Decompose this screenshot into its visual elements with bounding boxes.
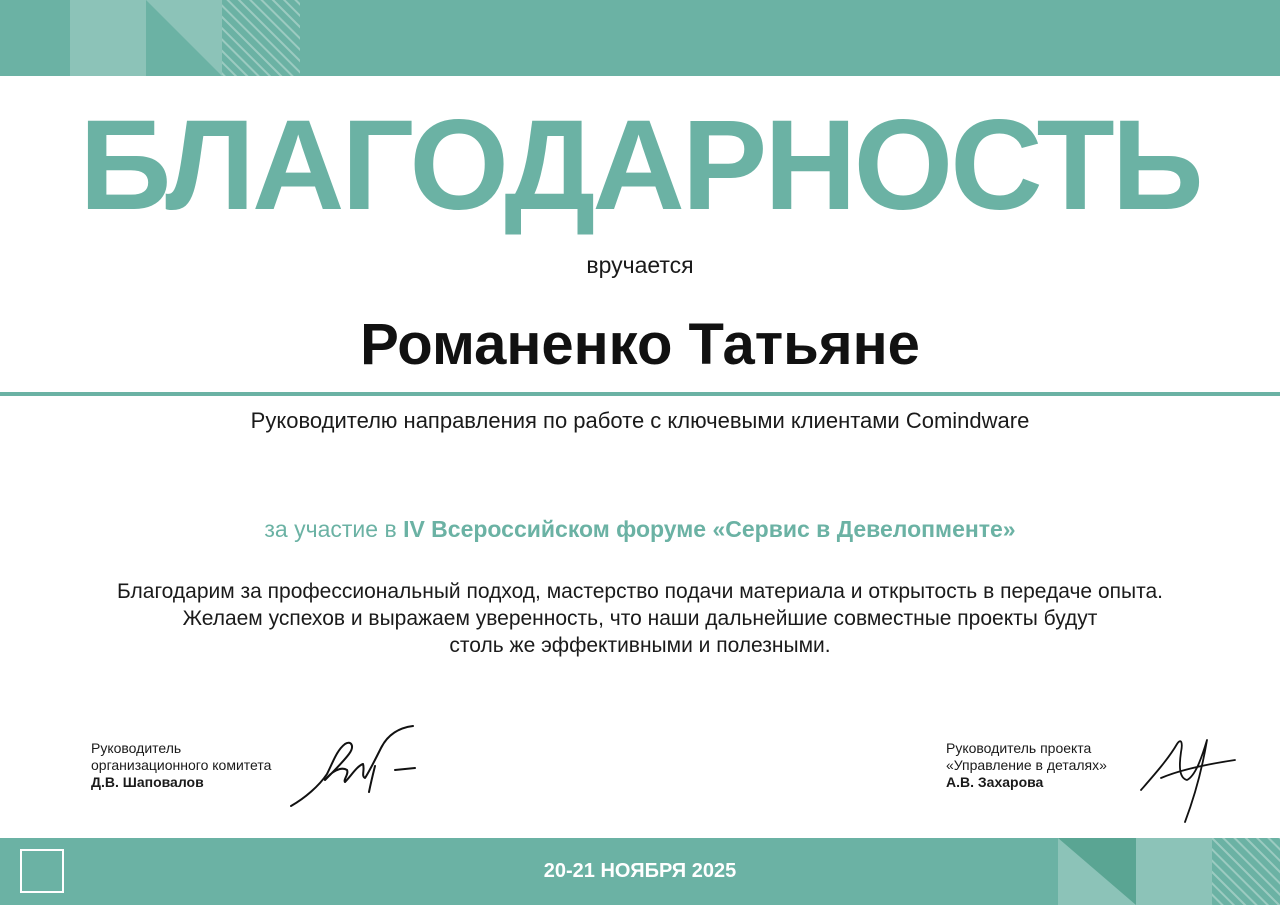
left-signatory-name: Д.В. Шаповалов xyxy=(91,774,204,790)
left-signature xyxy=(285,722,425,812)
participation-prefix: за участие в xyxy=(264,516,404,542)
recipient-position: Руководителю направления по работе с ключевыми клиентами Comindware xyxy=(250,408,1030,433)
right-signature xyxy=(1135,730,1245,830)
left-signatory-role-1: Руководитель xyxy=(91,740,182,756)
awarded-text: вручается xyxy=(586,252,694,278)
thanks-message xyxy=(60,578,1220,659)
event-name: IV Всероссийском форуме «Сервис в Девелопменте» xyxy=(403,516,1016,542)
top-band-pattern xyxy=(0,0,1280,76)
right-signatory xyxy=(946,740,1107,791)
participation-text xyxy=(0,516,1280,543)
bottom-decorative-band xyxy=(0,838,1280,905)
left-signatory-role-2: организационного комитета xyxy=(91,757,272,773)
message-line: Благодарим за профессиональный подход, мастерство подачи материала и открытость в передаче опыта. xyxy=(117,580,1163,603)
message-line: столь же эффективными и полезными. xyxy=(449,634,831,657)
right-signatory-name: А.В. Захарова xyxy=(946,774,1044,790)
event-date: 20-21 НОЯБРЯ 2025 xyxy=(543,860,737,882)
right-signatory-role-2: «Управление в деталях» xyxy=(946,757,1107,773)
top-decorative-band xyxy=(0,0,1280,76)
recipient-name: Романенко Татьяне xyxy=(360,312,920,377)
certificate-title: БЛАГОДАРНОСТЬ xyxy=(79,94,1201,237)
message-line: Желаем успехов и выражаем уверенность, что наши дальнейшие совместные проекты будут xyxy=(182,607,1098,630)
divider-line xyxy=(0,392,1280,396)
right-signatory-role-1: Руководитель проекта xyxy=(946,740,1092,756)
left-signatory xyxy=(91,740,271,791)
